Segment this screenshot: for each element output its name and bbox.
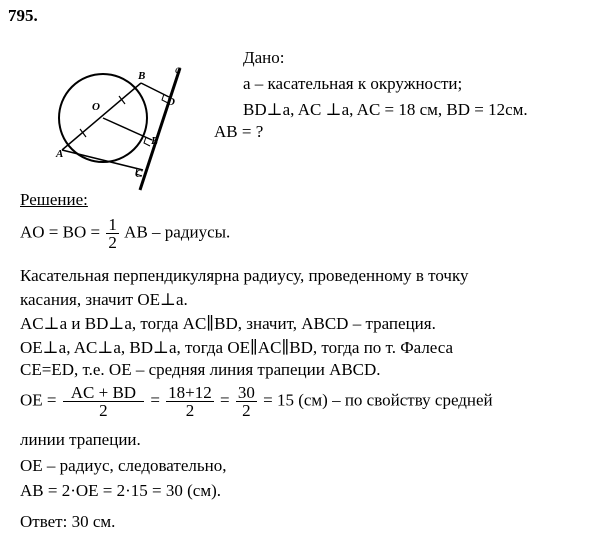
fraction-num: 1 [108, 215, 117, 234]
fraction-one-half [106, 216, 119, 251]
solution-line-1 [20, 216, 230, 251]
l1-right: AB – радиусы. [124, 222, 231, 242]
label-c: C [135, 168, 143, 180]
solution-line-7 [20, 384, 493, 419]
answer: Ответ: 30 см. [20, 512, 116, 531]
fraction-sum [166, 384, 214, 419]
l1-left: AO = BO = [20, 222, 101, 242]
fraction-den: 2 [99, 401, 108, 420]
label-d: D [167, 96, 175, 108]
solution-line-6: CE=ED, т.е. OE – средняя линия трапеции ABCD. [20, 360, 381, 379]
fraction-30-2 [236, 384, 257, 419]
label-o: O [92, 101, 100, 113]
solution-line-8: линии трапеции. [20, 430, 141, 449]
fraction-den: 2 [242, 401, 251, 420]
solution-heading: Решение: [20, 190, 88, 209]
solution-line-3: касания, значит OE⊥a. [20, 290, 188, 309]
diameter-ab [62, 83, 141, 150]
l7-left: OE = [20, 390, 57, 410]
label-b: B [138, 70, 146, 82]
solution-line-2: Касательная перпендикулярна радиусу, проведенному в точку [20, 266, 469, 285]
equals-sign: = [150, 390, 160, 410]
solution-line-9: OE – радиус, следовательно, [20, 456, 227, 475]
problem-number: 795. [8, 6, 38, 25]
fraction-ac-bd [63, 384, 144, 419]
label-e: E [151, 135, 159, 147]
fraction-num: AC + BD [63, 384, 144, 402]
fraction-den: 2 [185, 401, 195, 420]
given-question: AB = ? [214, 122, 264, 141]
fraction-num: 18+12 [168, 383, 212, 402]
given-line-1: a – касательная к окружности; [243, 74, 463, 93]
fraction-num: 30 [237, 383, 255, 402]
equals-sign: = [220, 390, 230, 410]
label-a-point: A [56, 148, 64, 160]
l7-right: = 15 (см) – по свойству средней [263, 390, 493, 410]
fraction-den: 2 [108, 233, 117, 252]
solution-line-10: AB = 2·OE = 2·15 = 30 (см). [20, 481, 221, 500]
given-line-2: BD⊥a, AC ⊥a, AC = 18 см, BD = 12см. [243, 100, 528, 119]
solution-line-4: AC⊥a и BD⊥a, тогда AC∥BD, значит, ABCD – трапеция. [20, 314, 436, 333]
given-heading: Дано: [243, 48, 285, 67]
solution-line-5: OE⊥a, AC⊥a, BD⊥a, тогда OE∥AC∥BD, тогда по т. Фалеса [20, 338, 454, 357]
label-a: a [175, 62, 181, 76]
geometry-figure [40, 58, 200, 193]
segment-bd [141, 83, 169, 97]
